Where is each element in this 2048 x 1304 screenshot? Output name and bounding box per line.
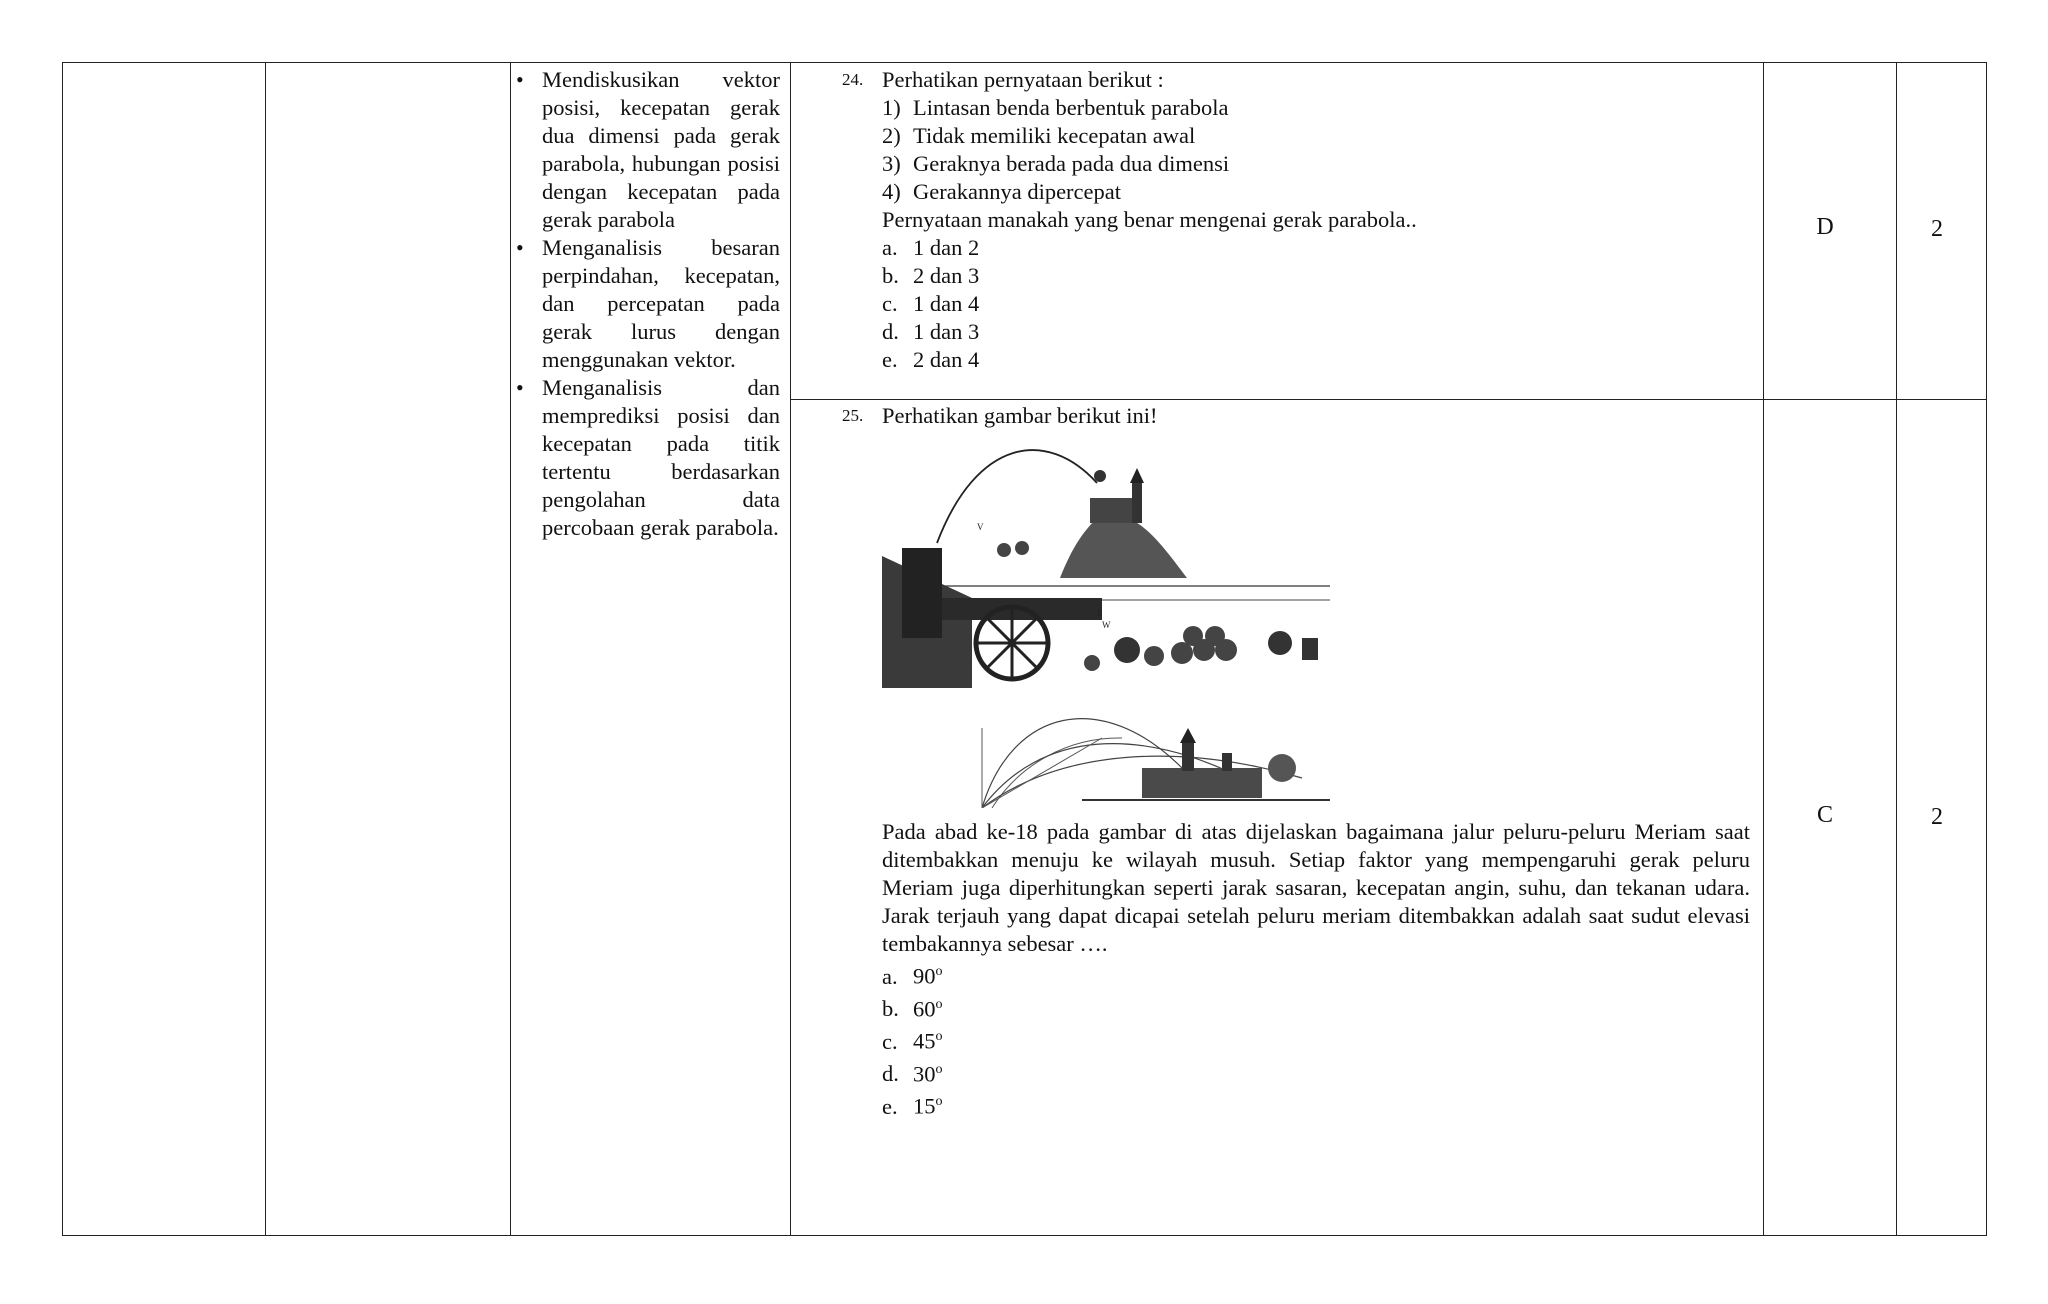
- answer-key: D: [1816, 214, 1834, 240]
- answer-option: e. 15$^o$: [882, 1093, 943, 1119]
- question-number: 25.: [842, 406, 864, 425]
- column-divider: [790, 63, 791, 1235]
- answer-option: b. 2 dan 3: [882, 263, 980, 288]
- answer-option: d. 30$^o$: [882, 1061, 943, 1086]
- answer-option: e. 2 dan 4: [882, 347, 980, 372]
- question-paragraph: Pada abad ke-18 pada gambar di atas dijelaskan bagaimana jalur peluru-peluru Meriam saat ditembakkan menuju ke wilayah musuh. Setiap faktor yang mempengaruhi gerak peluru Meriam juga diperhitungkan seperti jarak sasaran, kecepatan angin, suhu, dan tekanan udara. Jarak terjauh yang dapat dicapai setelah peluru meriam ditembakkan adalah saat sudut elevasi tembakannya sebesar ….: [882, 819, 1750, 956]
- objective-item: • Menganalisis dan memprediksi posisi dan kecepatan pada titik tertentu berdasarkan pengolahan data percobaan gerak parabola.: [510, 374, 780, 542]
- cannon-trajectory-illustration: [882, 438, 1330, 808]
- question-25-options: [882, 958, 1082, 1121]
- row-divider: [790, 399, 1986, 400]
- answer-options: [882, 958, 1082, 1121]
- statement-item: 1) Lintasan benda berbentuk parabola: [882, 95, 1229, 120]
- column-divider: [265, 63, 266, 1235]
- question-number: 24.: [842, 70, 864, 89]
- question-24: [882, 66, 1742, 374]
- cognitive-level: 2: [1931, 216, 1943, 242]
- svg-text:E: E: [1097, 608, 1103, 618]
- answer-option: c. 1 dan 4: [882, 291, 980, 316]
- answer-option: c. 45$^o$: [882, 1028, 943, 1054]
- answer-option: b. 60$^o$: [882, 996, 943, 1021]
- answer-option: a. 1 dan 2: [882, 235, 980, 260]
- objective-item: • Mendiskusikan vektor posisi, kecepatan gerak dua dimensi pada gerak parabola, hubungan posisi dengan kecepatan pada gerak parabola: [510, 66, 780, 234]
- column-divider: [1763, 63, 1764, 1235]
- objective-item: • Menganalisis besaran perpindahan, kecepatan, dan percepatan pada gerak lurus dengan menggunakan vektor.: [510, 234, 780, 374]
- svg-text:W: W: [1102, 620, 1111, 630]
- statement-list: [882, 94, 1742, 206]
- answer-option: d. 1 dan 3: [882, 319, 980, 344]
- question-prompt: Perhatikan gambar berikut ini!: [882, 403, 1158, 428]
- answer-option: a. 90$^o$: [882, 963, 943, 989]
- question-prompt: Perhatikan pernyataan berikut :: [882, 67, 1164, 92]
- column-divider: [1896, 63, 1897, 1235]
- answer-key: C: [1816, 802, 1833, 828]
- statement-item: 2) Tidak memiliki kecepatan awal: [882, 123, 1196, 148]
- statement-item: 3) Geraknya berada pada dua dimensi: [882, 151, 1230, 176]
- learning-objectives: [510, 66, 780, 542]
- answer-options: [882, 234, 1742, 374]
- svg-text:V: V: [977, 522, 984, 532]
- question-text: Pernyataan manakah yang benar mengenai gerak parabola..: [882, 207, 1417, 232]
- statement-item: 4) Gerakannya dipercepat: [882, 179, 1122, 204]
- cognitive-level: 2: [1931, 804, 1943, 830]
